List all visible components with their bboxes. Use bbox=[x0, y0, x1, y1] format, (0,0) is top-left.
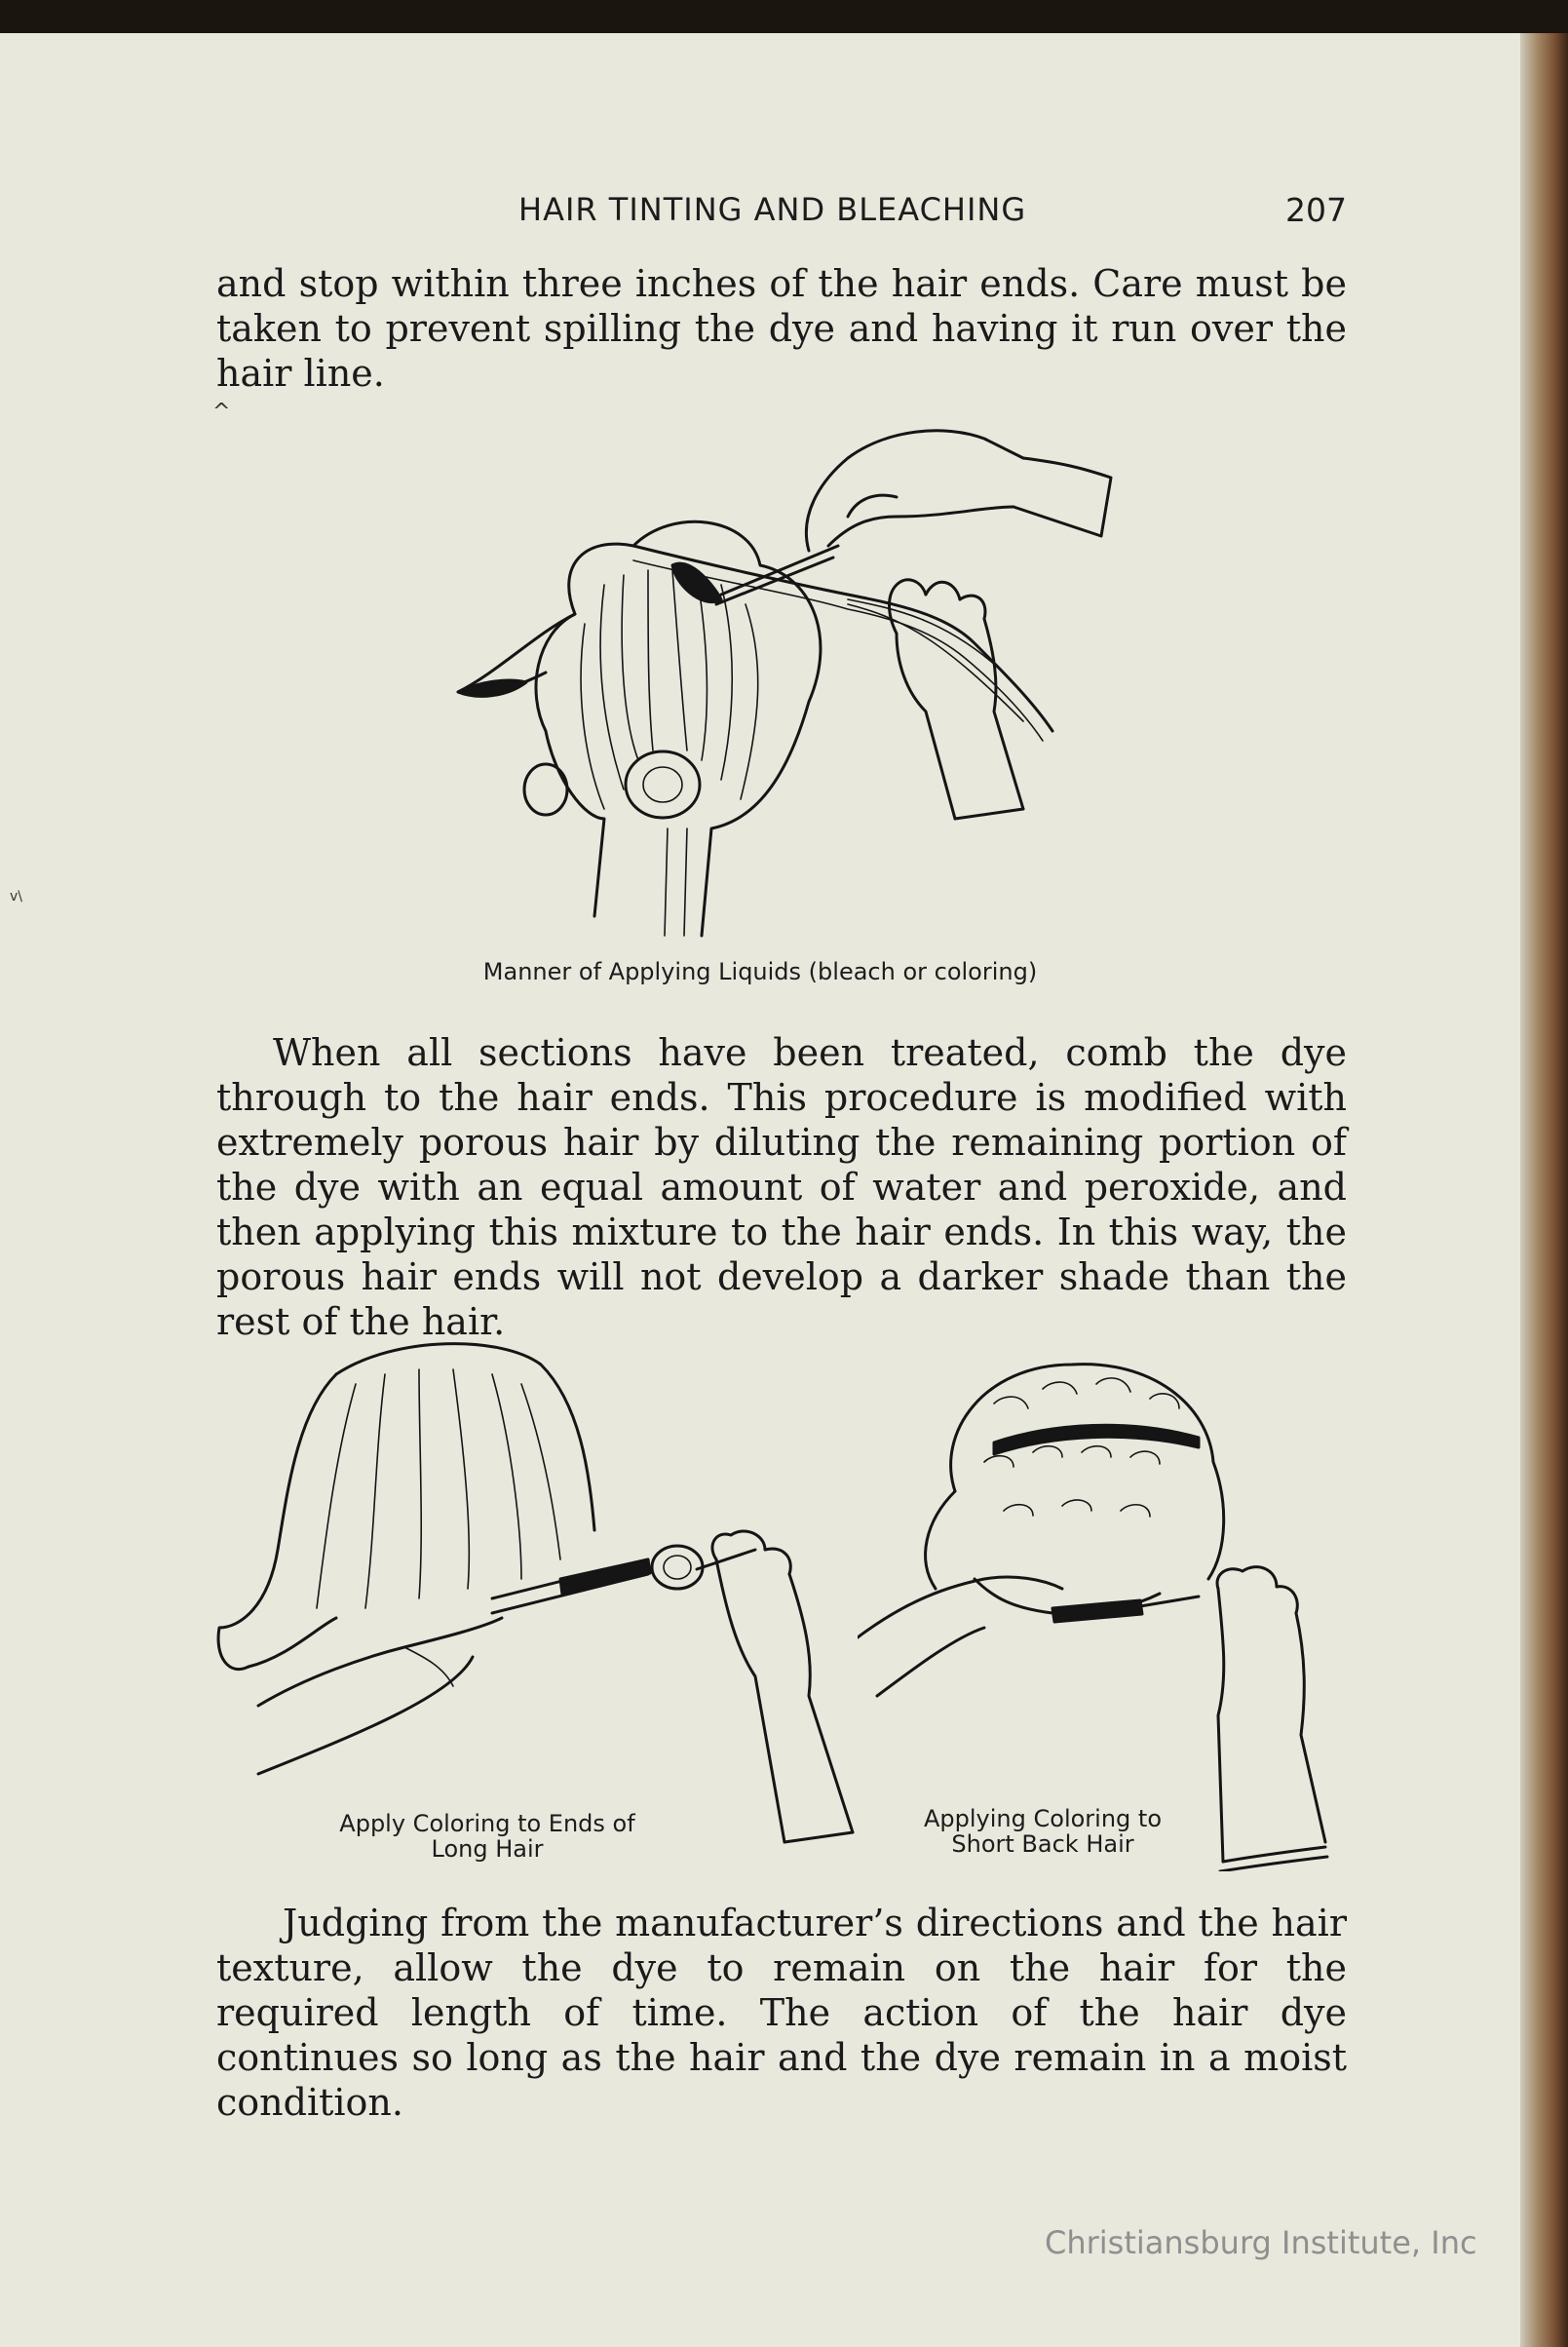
figure-3-caption-line-2: Short Back Hair bbox=[951, 1830, 1134, 1858]
running-header bbox=[216, 191, 1347, 234]
illustration-applying-liquids bbox=[439, 409, 1140, 955]
paragraph-3: Judging from the manufacturer’s directions and the hair texture, allow the dye to remain on the hair for the required length of time. The action of the hair dye continues so long as the hair and the dye remain in a moist condition. bbox=[216, 1902, 1347, 2124]
illustration-short-back-hair bbox=[858, 1345, 1345, 1871]
figure-2-caption bbox=[283, 1811, 692, 1862]
margin-mark: v\ bbox=[10, 889, 23, 904]
chapter-title: HAIR TINTING AND BLEACHING bbox=[518, 191, 1027, 228]
figure-2-caption-line-2: Long Hair bbox=[431, 1835, 544, 1863]
caret-mark: ^ bbox=[212, 400, 231, 424]
figure-3-caption bbox=[882, 1806, 1204, 1857]
illustration-long-hair bbox=[210, 1335, 872, 1862]
page-number: 207 bbox=[1285, 191, 1347, 229]
figure-1-caption: Manner of Applying Liquids (bleach or coloring) bbox=[482, 958, 1038, 985]
watermark-text: Christiansburg Institute, Inc bbox=[1045, 2224, 1477, 2261]
paragraph-1: and stop within three inches of the hair ends. Care must be taken to prevent spilling the dye and having it run over the hair line. bbox=[216, 262, 1347, 395]
figure-2-caption-line-1: Apply Coloring to Ends of bbox=[339, 1810, 635, 1837]
figure-3-caption-line-1: Applying Coloring to bbox=[924, 1805, 1162, 1832]
book-spine-edge bbox=[1520, 33, 1568, 2347]
paragraph-2: When all sections have been treated, comb the dye through to the hair ends. This procedure is modified with extremely porous hair by diluting the remaining portion of the dye with an equal amount of water and peroxide, and then applying this mixture to the hair ends. In this way, the porous hair ends will not develop a darker shade than the rest of the hair. bbox=[216, 1031, 1347, 1343]
